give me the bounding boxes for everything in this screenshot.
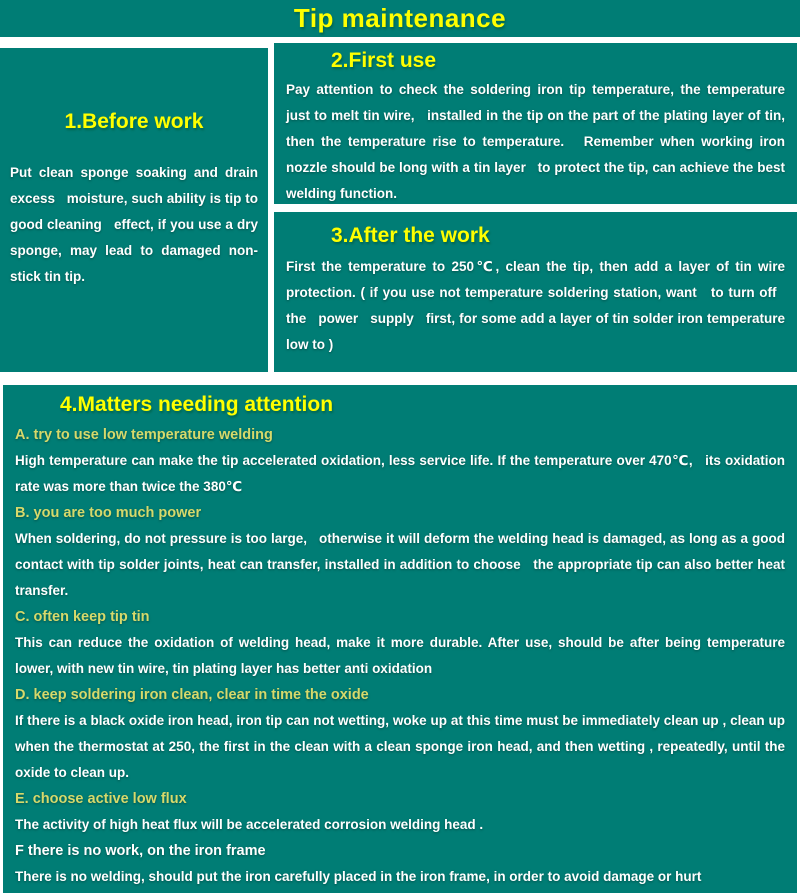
section-matters-needing-attention [3,385,797,893]
item-label: A. try to use low temperature welding [15,427,273,443]
item-label: E. choose active low flux [15,791,187,807]
item-body: The activity of high heat flux will be accelerated corrosion welding head . [15,817,484,832]
item-label: C. often keep tip tin [15,609,150,625]
page-title: Tip maintenance [293,3,507,33]
item-label: B. you are too much power [15,505,202,521]
first-use-body: Pay attention to check the soldering iron tip temperature, the temperature just to melt tin wire, installed in the tip on the part of the plating layer of tin, then the temperature rise to temperature. Remember when working iron nozzle should be long with a tin layer to protect the tip, can achieve the best welding function. [286,82,785,201]
matters-item-f [15,838,785,890]
item-body: There is no welding, should put the iron carefully placed in the iron frame, in order to avoid damage or hurt [15,869,702,884]
section-first-use [274,43,797,204]
matters-item-list [15,422,785,890]
before-work-body: Put clean sponge soaking and drain excess moisture, such ability is tip to good cleaning effect, if you use a dry sponge, may lead to damaged non-stick tin tip. [10,165,258,284]
item-label: F there is no work, on the iron frame [15,843,266,859]
header-bar [0,0,800,37]
matters-heading: 4.Matters needing attention [60,393,334,416]
item-body: If there is a black oxide iron head, iron tip can not wetting, woke up at this time must be immediately clean up , clean up when the thermostat at 250, the first in the clean with a clean sponge iron head, and then wetting , repeatedly, until the oxide to clean up. [15,713,785,780]
item-body: This can reduce the oxidation of welding head, make it more durable. After use, should be after being temperature lower, with new tin wire, tin plating layer has better anti oxidation [15,635,785,676]
item-body: When soldering, do not pressure is too large, otherwise it will deform the welding head is damaged, as long as a good contact with tip solder joints, heat can transfer, installed in addition to choose the appropriate tip can also better heat transfer. [15,531,785,598]
first-use-heading: 2.First use [331,49,437,72]
item-label: D. keep soldering iron clean, clear in time the oxide [15,687,369,703]
matters-item-a [15,422,785,500]
matters-item-b [15,500,785,604]
after-work-heading: 3.After the work [331,224,490,247]
before-work-heading: 1.Before work [64,110,204,133]
item-body: High temperature can make the tip accelerated oxidation, less service life. If the temperature over 470℃, its oxidation rate was more than twice the 380℃ [15,453,785,494]
after-work-body: First the temperature to 250℃, clean the tip, then add a layer of tin wire protection. ( if you use not temperature soldering station, want to turn off the power supply first, for some add a layer of tin solder iron temperature low to ) [286,259,785,352]
section-after-work [274,212,797,372]
matters-item-d [15,682,785,786]
matters-item-c [15,604,785,682]
section-before-work [0,48,268,372]
matters-item-e [15,786,785,838]
